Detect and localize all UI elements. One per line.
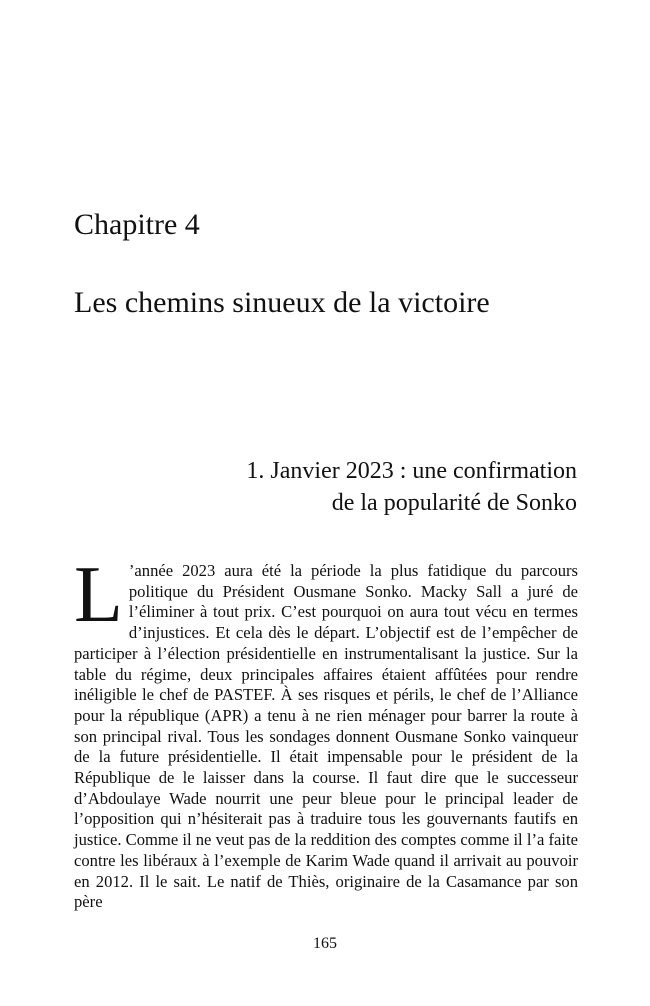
section-title-line-2: de la popularité de Sonko xyxy=(331,490,577,516)
page-number: 165 xyxy=(313,935,337,952)
chapter-label: Chapitre 4 xyxy=(74,208,200,241)
drop-cap: L xyxy=(74,551,123,639)
chapter-title: Les chemins sinueux de la victoire xyxy=(74,286,490,319)
body-paragraph-text: ’année 2023 aura été la période la plus fatidique du parcours politique du Président Ousmane Sonko. Macky Sall a juré de l’éliminer à tout prix. C’est pourquoi on aura tout vécu en termes d’injustices. Et cela dès le départ. L’objectif est de l’empêcher de participer à l’élection présidentielle en instrumentalisant la justice. Sur la table du régime, deux principales affaires étaient affûtées pour rendre inéligible le chef de PASTEF. À ses risques et périls, le chef de l’Alliance pour la république (APR) a tenu à ne rien ménager pour barrer la route à son principal rival. Tous les sondages donnent Ousmane Sonko vainqueur de la future présidentielle. Il était impensable pour le président de la République de le laisser dans la course. Il faut dire que le successeur d’Abdoulaye Wade nourrit une peur bleue pour le principal leader de l’opposition qui n’hésiterait pas à traduire tous les gouvernants fautifs en justice. Comme il ne veut pas de la reddition des comptes comme il l’a faite contre les libéraux à l’exemple de Karim Wade quand il arrivait au pouvoir en 2012. Il le sait. Le natif de Thiès, originaire de la Casamance par son père xyxy=(74,561,578,912)
section-title-line-1: 1. Janvier 2023 : une confirmation xyxy=(246,458,577,484)
section-title xyxy=(97,455,577,519)
body-paragraph xyxy=(74,551,578,913)
